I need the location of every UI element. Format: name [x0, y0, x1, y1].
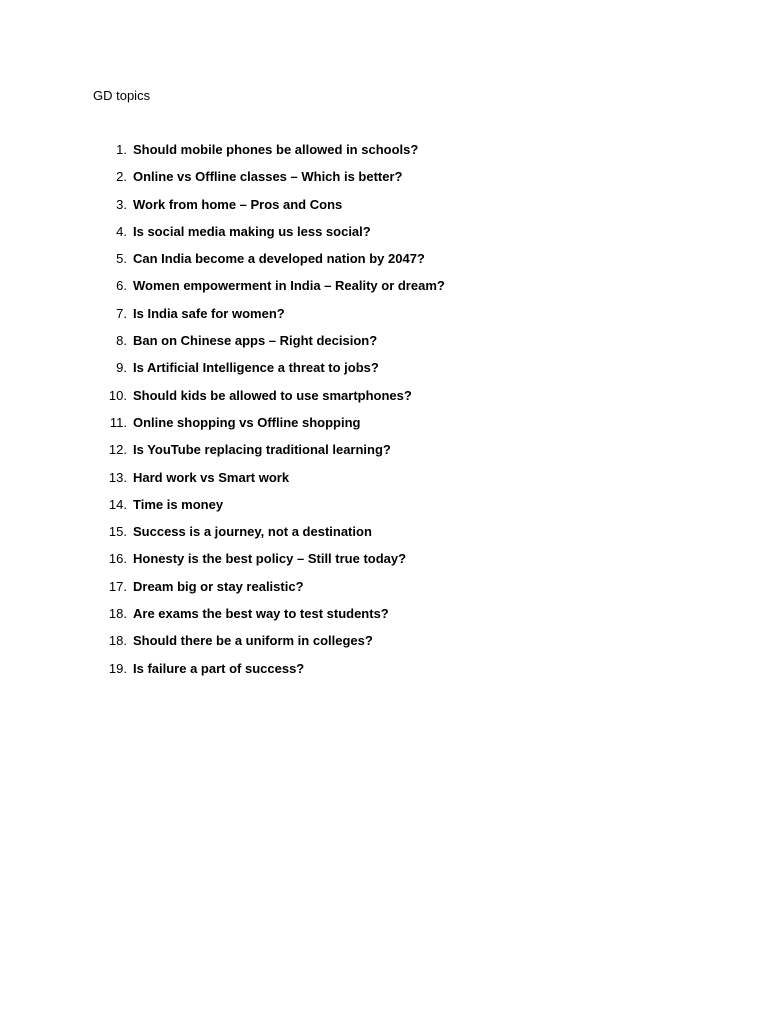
- list-item-text: Women empowerment in India – Reality or dream?: [133, 278, 445, 294]
- list-item-number: 14.: [108, 496, 127, 512]
- list-item: [93, 141, 445, 168]
- list-item-text: Are exams the best way to test students?: [133, 606, 389, 622]
- list-item-number: 8.: [116, 333, 127, 349]
- list-item-text: Success is a journey, not a destination: [133, 524, 372, 540]
- list-item: [93, 305, 445, 332]
- list-item: [93, 250, 445, 277]
- list-item: [93, 496, 445, 523]
- list-item-number: 16.: [108, 551, 127, 567]
- list-item-text: Online vs Offline classes – Which is better?: [133, 169, 403, 185]
- list-item-text: Hard work vs Smart work: [133, 469, 290, 485]
- list-item-text: Dream big or stay realistic?: [133, 578, 304, 594]
- list-item-text: Is social media making us less social?: [133, 223, 371, 239]
- list-item-text: Time is money: [133, 496, 224, 512]
- list-item: [93, 441, 445, 468]
- list-item-text: Honesty is the best policy – Still true today?: [133, 551, 407, 567]
- list-item-number: 5.: [116, 251, 127, 267]
- list-item: [93, 605, 445, 632]
- list-item-number: 11.: [109, 414, 127, 430]
- list-item: [93, 414, 445, 441]
- list-item-text: Should there be a uniform in colleges?: [133, 633, 373, 649]
- list-item-number: 10.: [108, 387, 127, 403]
- list-item: [93, 660, 445, 687]
- list-item: [93, 387, 445, 414]
- list-item-number: 7.: [116, 305, 127, 321]
- list-item: [93, 223, 445, 250]
- topic-list: [93, 141, 445, 687]
- list-item-number: 3.: [116, 196, 127, 212]
- list-item-number: 6.: [116, 278, 127, 294]
- list-item-number: 2.: [116, 169, 127, 185]
- list-item-text: Can India become a developed nation by 2047?: [133, 251, 425, 267]
- list-item-number: 13.: [108, 469, 127, 485]
- list-item-text: Is failure a part of success?: [133, 660, 305, 676]
- list-item-number: 1.: [116, 142, 127, 157]
- list-item-text: Should mobile phones be allowed in schools?: [133, 142, 419, 157]
- list-item-number: 17.: [108, 578, 127, 594]
- list-item: [93, 359, 445, 386]
- list-item-text: Should kids be allowed to use smartphones?: [133, 387, 412, 403]
- list-item: [93, 332, 445, 359]
- list-item: [93, 550, 445, 577]
- list-item: [93, 277, 445, 304]
- list-item-text: Is India safe for women?: [133, 305, 285, 321]
- list-item: [93, 168, 445, 195]
- list-item-number: 18.: [108, 633, 127, 649]
- list-item-text: Ban on Chinese apps – Right decision?: [133, 333, 378, 349]
- list-item: [93, 523, 445, 550]
- list-item-number: 9.: [116, 360, 127, 376]
- list-item: [93, 469, 445, 496]
- list-item-number: 12.: [108, 442, 127, 458]
- list-item-text: Is YouTube replacing traditional learning?: [133, 442, 391, 458]
- list-item: [93, 196, 445, 223]
- list-item: [93, 578, 445, 605]
- list-item-text: Online shopping vs Offline shopping: [133, 414, 361, 430]
- list-item-text: Work from home – Pros and Cons: [133, 196, 343, 212]
- list-item-number: 4.: [116, 223, 127, 239]
- list-item-text: Is Artificial Intelligence a threat to jobs?: [133, 360, 379, 376]
- list-item: [93, 632, 445, 659]
- list-item-number: 19.: [108, 660, 127, 676]
- document-title: GD topics: [93, 88, 151, 103]
- list-item-number: 18.: [108, 606, 127, 622]
- list-item-number: 15.: [108, 524, 127, 540]
